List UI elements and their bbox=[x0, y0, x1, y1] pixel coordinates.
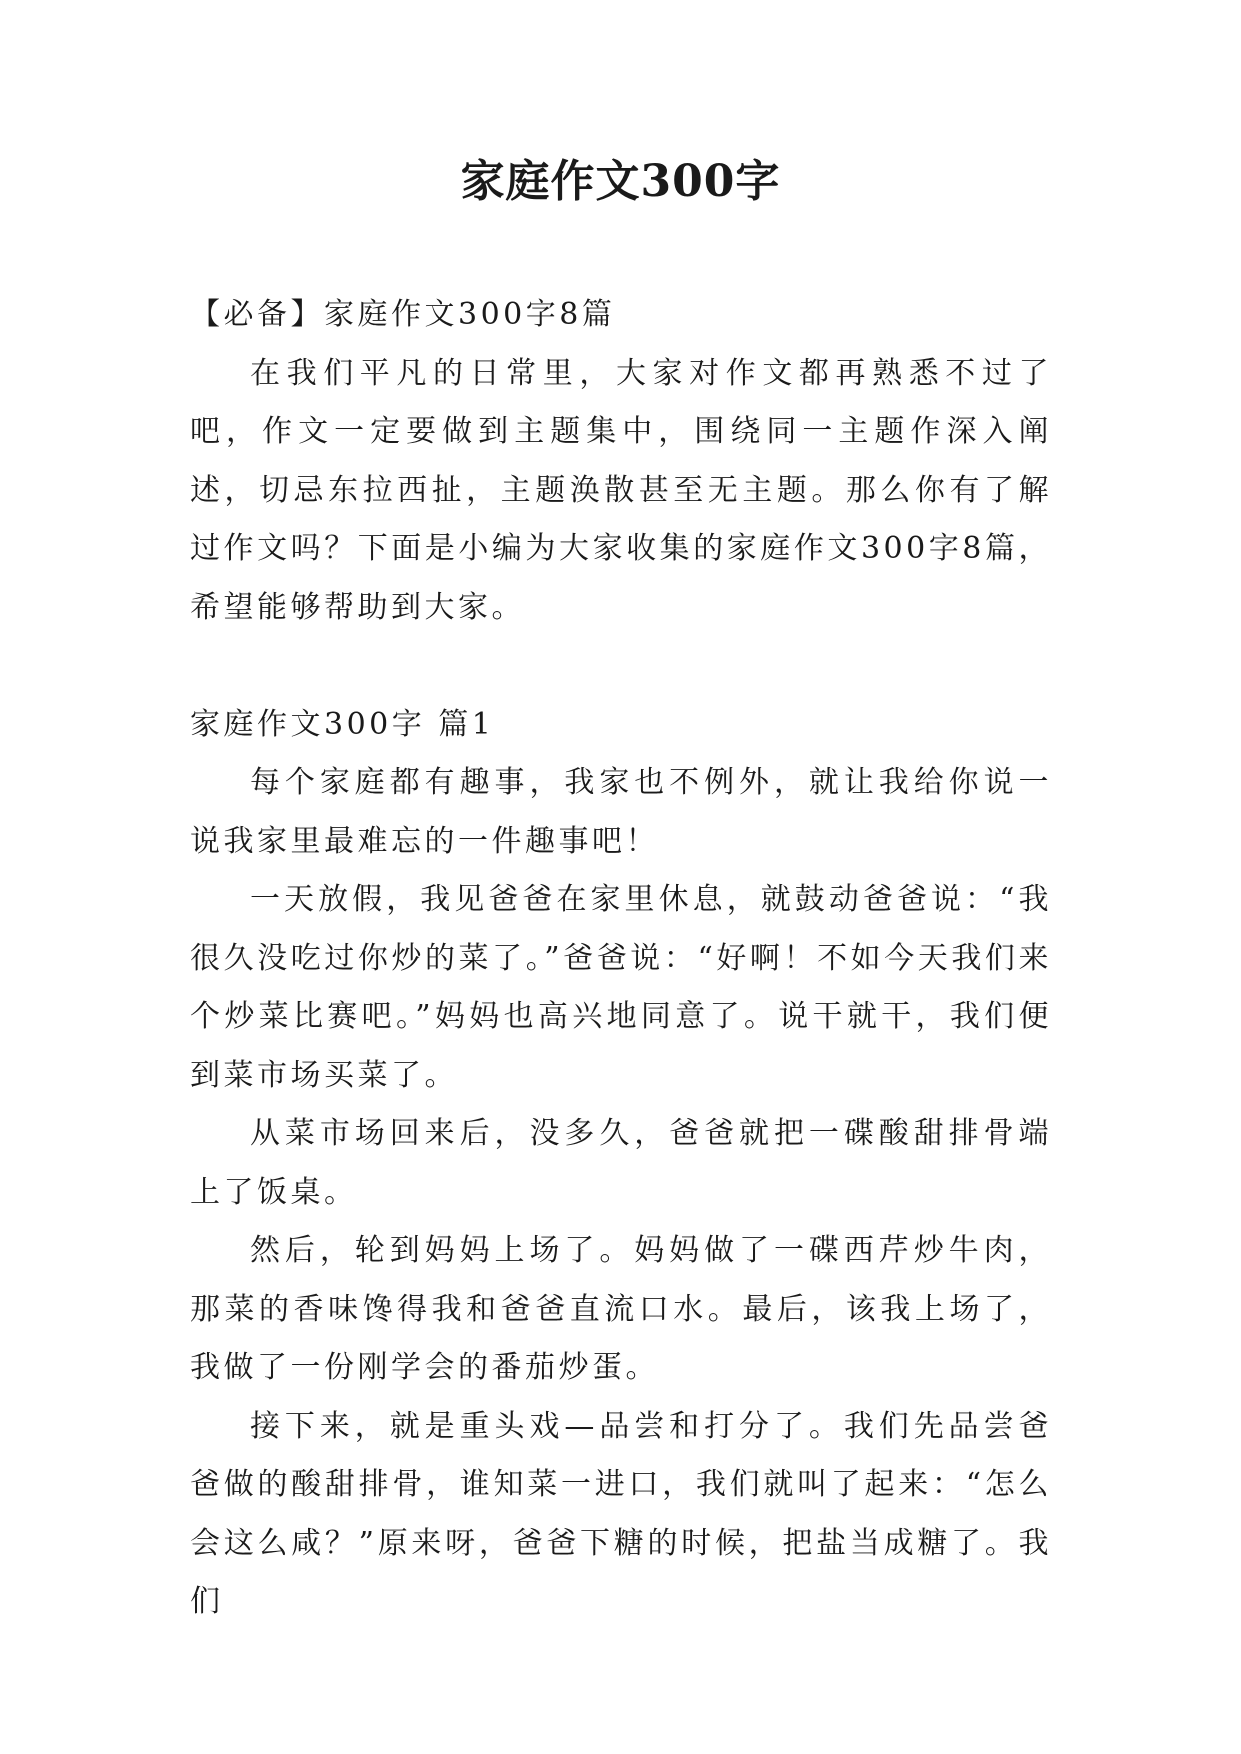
intro-paragraph: 在我们平凡的日常里，大家对作文都再熟悉不过了吧，作文一定要做到主题集中，围绕同一主题作深入阐述，切忌东拉西扯，主题涣散甚至无主题。那么你有了解过作文吗？下面是小编为大家收集的家庭作文300字8篇，希望能够帮助到大家。 bbox=[190, 355, 1052, 625]
body-paragraph: 然后，轮到妈妈上场了。妈妈做了一碟西芹炒牛肉，那菜的香味馋得我和爸爸直流口水。最后，该我上场了，我做了一份刚学会的番茄炒蛋。 bbox=[190, 1233, 1052, 1385]
body-paragraph: 接下来，就是重头戏—品尝和打分了。我们先品尝爸爸做的酸甜排骨，谁知菜一进口，我们就叫了起来：“怎么会这么咸？”原来呀，爸爸下糖的时候，把盐当成糖了。我们 bbox=[190, 1408, 1052, 1619]
body-paragraph: 一天放假，我见爸爸在家里休息，就鼓动爸爸说：“我很久没吃过你炒的菜了。”爸爸说：“好啊！不如今天我们来个炒菜比赛吧。”妈妈也高兴地同意了。说干就干，我们便到菜市场买菜了。 bbox=[190, 882, 1052, 1093]
document-body bbox=[190, 286, 1052, 1632]
body-paragraph: 每个家庭都有趣事，我家也不例外，就让我给你说一说我家里最难忘的一件趣事吧！ bbox=[190, 765, 1052, 859]
section-spacer bbox=[190, 637, 1052, 696]
document-subtitle: 【必备】家庭作文300字8篇 bbox=[190, 297, 616, 332]
document-title: 家庭作文300字 bbox=[460, 156, 781, 207]
section-heading: 家庭作文300字 篇1 bbox=[190, 706, 495, 742]
body-paragraph: 从菜市场回来后，没多久，爸爸就把一碟酸甜排骨端上了饭桌。 bbox=[190, 1116, 1052, 1210]
